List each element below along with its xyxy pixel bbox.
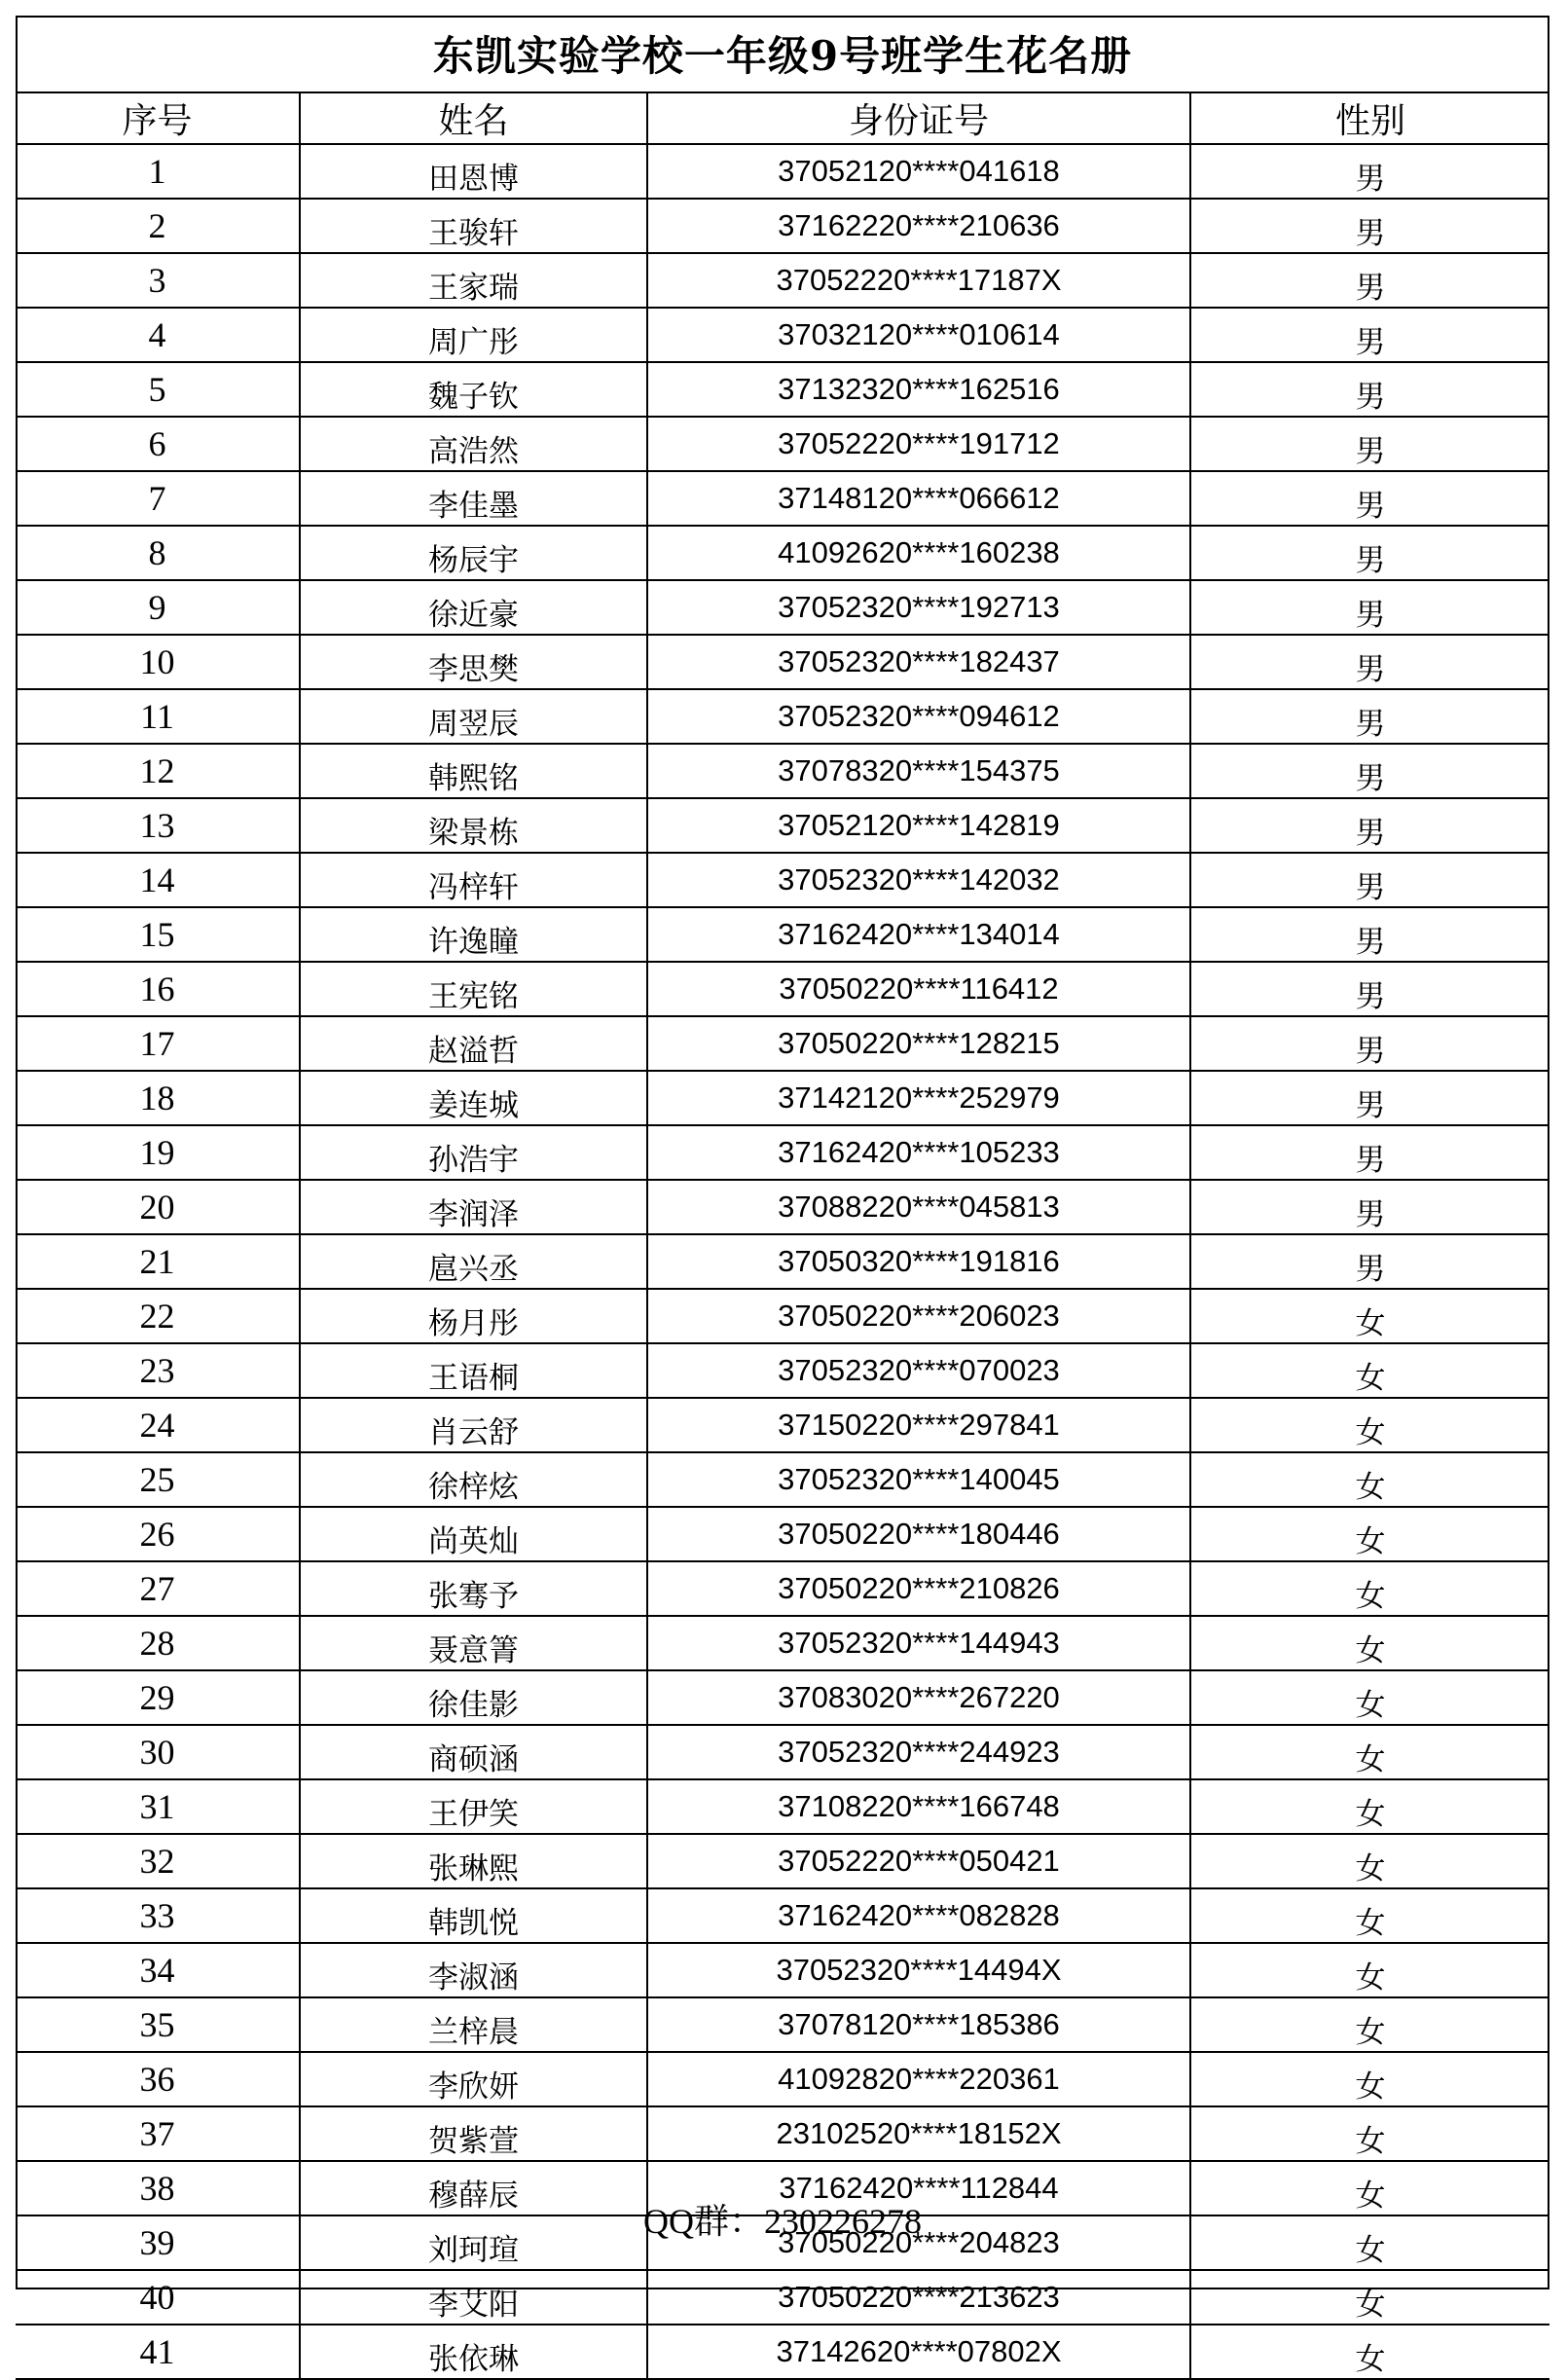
id-number-cell: 41092820****220361: [647, 2052, 1190, 2106]
serial-number-cell: 4: [16, 308, 300, 362]
student-name-cell: 王伊笑: [300, 1779, 647, 1834]
serial-number-cell: 3: [16, 253, 300, 308]
student-name-cell: 肖云舒: [300, 1398, 647, 1452]
student-name-cell: 聂意箐: [300, 1616, 647, 1670]
student-name-cell: 兰梓晨: [300, 1997, 647, 2052]
gender-cell: 女: [1190, 1943, 1549, 1997]
serial-number-cell: 22: [16, 1289, 300, 1343]
table-row: [16, 1888, 1549, 1943]
gender-cell: 男: [1190, 362, 1549, 417]
table-row: [16, 1234, 1549, 1289]
header-row: [16, 93, 1549, 144]
id-number-cell: 37052120****142819: [647, 798, 1190, 853]
gender-cell: 男: [1190, 962, 1549, 1016]
table-row: [16, 1180, 1549, 1234]
table-row: [16, 2052, 1549, 2106]
table-row: [16, 962, 1549, 1016]
id-number-cell: 37050220****116412: [647, 962, 1190, 1016]
gender-cell: 男: [1190, 144, 1549, 199]
gender-cell: 女: [1190, 2106, 1549, 2161]
id-number-cell: 37162420****082828: [647, 1888, 1190, 1943]
gender-cell: 女: [1190, 1507, 1549, 1561]
serial-number-cell: 24: [16, 1398, 300, 1452]
gender-cell: 男: [1190, 853, 1549, 907]
table-row: [16, 308, 1549, 362]
id-number-cell: 37052220****050421: [647, 1834, 1190, 1888]
gender-cell: 女: [1190, 2270, 1549, 2325]
table-row: [16, 1725, 1549, 1779]
student-name-cell: 李欣妍: [300, 2052, 647, 2106]
serial-number-cell: 35: [16, 1997, 300, 2052]
id-number-cell: 37078120****185386: [647, 1997, 1190, 2052]
id-number-cell: 37052320****144943: [647, 1616, 1190, 1670]
id-number-cell: 37052320****244923: [647, 1725, 1190, 1779]
serial-number-cell: 17: [16, 1016, 300, 1071]
id-number-cell: 37052320****094612: [647, 689, 1190, 744]
table-row: [16, 1016, 1549, 1071]
table-row: [16, 1125, 1549, 1180]
gender-cell: 女: [1190, 1670, 1549, 1725]
gender-cell: 男: [1190, 744, 1549, 798]
id-number-cell: 37162420****112844: [647, 2161, 1190, 2215]
id-number-cell: 37050220****213623: [647, 2270, 1190, 2325]
table-row: [16, 2325, 1549, 2379]
serial-number-cell: 5: [16, 362, 300, 417]
table-row: [16, 1561, 1549, 1616]
gender-cell: 男: [1190, 580, 1549, 635]
id-number-cell: 37050320****191816: [647, 1234, 1190, 1289]
gender-cell: 女: [1190, 1452, 1549, 1507]
table-row: [16, 1616, 1549, 1670]
table-row: [16, 2270, 1549, 2325]
student-name-cell: 徐梓炫: [300, 1452, 647, 1507]
gender-cell: 男: [1190, 253, 1549, 308]
student-name-cell: 刘珂瑄: [300, 2215, 647, 2270]
serial-number-cell: 2: [16, 199, 300, 253]
table-row: [16, 907, 1549, 962]
id-number-cell: 37083020****267220: [647, 1670, 1190, 1725]
student-name-cell: 徐近豪: [300, 580, 647, 635]
table-row: [16, 580, 1549, 635]
gender-cell: 女: [1190, 1398, 1549, 1452]
table-row: [16, 1779, 1549, 1834]
table-row: [16, 471, 1549, 526]
serial-number-cell: 32: [16, 1834, 300, 1888]
student-name-cell: 张琳熙: [300, 1834, 647, 1888]
student-name-cell: 周广彤: [300, 308, 647, 362]
serial-number-cell: 27: [16, 1561, 300, 1616]
gender-cell: 男: [1190, 1071, 1549, 1125]
student-name-cell: 梁景栋: [300, 798, 647, 853]
table-row: [16, 144, 1549, 199]
student-name-cell: 李润泽: [300, 1180, 647, 1234]
table-row: [16, 635, 1549, 689]
serial-number-cell: 9: [16, 580, 300, 635]
id-number-cell: 37148120****066612: [647, 471, 1190, 526]
id-number-cell: 37052320****182437: [647, 635, 1190, 689]
student-name-cell: 赵溢哲: [300, 1016, 647, 1071]
table-row: [16, 1343, 1549, 1398]
serial-number-cell: 12: [16, 744, 300, 798]
gender-cell: 男: [1190, 308, 1549, 362]
gender-cell: 女: [1190, 1779, 1549, 1834]
gender-cell: 男: [1190, 1125, 1549, 1180]
student-name-cell: 王宪铭: [300, 962, 647, 1016]
table-row: [16, 362, 1549, 417]
column-header-name: 姓名: [300, 93, 647, 144]
student-name-cell: 冯梓轩: [300, 853, 647, 907]
serial-number-cell: 20: [16, 1180, 300, 1234]
gender-cell: 男: [1190, 526, 1549, 580]
student-name-cell: 李淑涵: [300, 1943, 647, 1997]
serial-number-cell: 29: [16, 1670, 300, 1725]
id-number-cell: 37052320****070023: [647, 1343, 1190, 1398]
serial-number-cell: 30: [16, 1725, 300, 1779]
gender-cell: 男: [1190, 1234, 1549, 1289]
gender-cell: 男: [1190, 907, 1549, 962]
id-number-cell: 37078320****154375: [647, 744, 1190, 798]
gender-cell: 男: [1190, 417, 1549, 471]
serial-number-cell: 10: [16, 635, 300, 689]
gender-cell: 女: [1190, 1343, 1549, 1398]
id-number-cell: 37162420****105233: [647, 1125, 1190, 1180]
id-number-cell: 37050220****206023: [647, 1289, 1190, 1343]
gender-cell: 女: [1190, 1289, 1549, 1343]
table-row: [16, 1834, 1549, 1888]
serial-number-cell: 41: [16, 2325, 300, 2379]
column-header-serial: 序号: [16, 93, 300, 144]
student-name-cell: 杨月彤: [300, 1289, 647, 1343]
student-name-cell: 姜连城: [300, 1071, 647, 1125]
table-row: [16, 1398, 1549, 1452]
student-name-cell: 李思樊: [300, 635, 647, 689]
table-row: [16, 417, 1549, 471]
table-row: [16, 689, 1549, 744]
id-number-cell: 37162420****134014: [647, 907, 1190, 962]
serial-number-cell: 28: [16, 1616, 300, 1670]
student-name-cell: 商硕涵: [300, 1725, 647, 1779]
table-row: [16, 199, 1549, 253]
student-name-cell: 许逸瞳: [300, 907, 647, 962]
serial-number-cell: 37: [16, 2106, 300, 2161]
id-number-cell: 37088220****045813: [647, 1180, 1190, 1234]
gender-cell: 男: [1190, 1180, 1549, 1234]
id-number-cell: 37162220****210636: [647, 199, 1190, 253]
serial-number-cell: 14: [16, 853, 300, 907]
serial-number-cell: 40: [16, 2270, 300, 2325]
table-row: [16, 1071, 1549, 1125]
student-name-cell: 田恩博: [300, 144, 647, 199]
student-name-cell: 张依琳: [300, 2325, 647, 2379]
serial-number-cell: 39: [16, 2215, 300, 2270]
student-name-cell: 孙浩宇: [300, 1125, 647, 1180]
id-number-cell: 37052120****041618: [647, 144, 1190, 199]
id-number-cell: 37142620****07802X: [647, 2325, 1190, 2379]
gender-cell: 女: [1190, 2161, 1549, 2215]
id-number-cell: 37142120****252979: [647, 1071, 1190, 1125]
student-name-cell: 扈兴丞: [300, 1234, 647, 1289]
page-title: 东凯实验学校一年级9号班学生花名册: [16, 16, 1549, 93]
gender-cell: 女: [1190, 2052, 1549, 2106]
id-number-cell: 37052220****191712: [647, 417, 1190, 471]
id-number-cell: 37050220****210826: [647, 1561, 1190, 1616]
table-row: [16, 253, 1549, 308]
table-row: [16, 526, 1549, 580]
serial-number-cell: 34: [16, 1943, 300, 1997]
serial-number-cell: 38: [16, 2161, 300, 2215]
gender-cell: 女: [1190, 1616, 1549, 1670]
gender-cell: 女: [1190, 1888, 1549, 1943]
student-name-cell: 贺紫萱: [300, 2106, 647, 2161]
id-number-cell: 37052320****140045: [647, 1452, 1190, 1507]
table-row: [16, 1289, 1549, 1343]
gender-cell: 男: [1190, 471, 1549, 526]
gender-cell: 女: [1190, 1834, 1549, 1888]
student-name-cell: 王家瑞: [300, 253, 647, 308]
student-name-cell: 高浩然: [300, 417, 647, 471]
id-number-cell: 23102520****18152X: [647, 2106, 1190, 2161]
serial-number-cell: 18: [16, 1071, 300, 1125]
serial-number-cell: 13: [16, 798, 300, 853]
student-name-cell: 尚英灿: [300, 1507, 647, 1561]
gender-cell: 男: [1190, 635, 1549, 689]
table-row: [16, 744, 1549, 798]
gender-cell: 女: [1190, 1561, 1549, 1616]
gender-cell: 女: [1190, 2215, 1549, 2270]
student-name-cell: 李艾阳: [300, 2270, 647, 2325]
student-name-cell: 魏子钦: [300, 362, 647, 417]
serial-number-cell: 11: [16, 689, 300, 744]
table-row: [16, 2106, 1549, 2161]
serial-number-cell: 15: [16, 907, 300, 962]
serial-number-cell: 33: [16, 1888, 300, 1943]
serial-number-cell: 6: [16, 417, 300, 471]
table-row: [16, 1507, 1549, 1561]
id-number-cell: 37050220****180446: [647, 1507, 1190, 1561]
id-number-cell: 37032120****010614: [647, 308, 1190, 362]
id-number-cell: 37108220****166748: [647, 1779, 1190, 1834]
serial-number-cell: 25: [16, 1452, 300, 1507]
table-row: [16, 1943, 1549, 1997]
gender-cell: 男: [1190, 689, 1549, 744]
column-header-gender: 性别: [1190, 93, 1549, 144]
id-number-cell: 37052320****142032: [647, 853, 1190, 907]
student-name-cell: 韩凯悦: [300, 1888, 647, 1943]
id-number-cell: 37052220****17187X: [647, 253, 1190, 308]
id-number-cell: 37052320****192713: [647, 580, 1190, 635]
gender-cell: 男: [1190, 199, 1549, 253]
serial-number-cell: 19: [16, 1125, 300, 1180]
student-name-cell: 周翌辰: [300, 689, 647, 744]
id-number-cell: 37132320****162516: [647, 362, 1190, 417]
serial-number-cell: 26: [16, 1507, 300, 1561]
student-name-cell: 王骏轩: [300, 199, 647, 253]
id-number-cell: 37050220****128215: [647, 1016, 1190, 1071]
table-row: [16, 1670, 1549, 1725]
id-number-cell: 41092620****160238: [647, 526, 1190, 580]
serial-number-cell: 36: [16, 2052, 300, 2106]
serial-number-cell: 31: [16, 1779, 300, 1834]
student-roster-table: [16, 93, 1549, 2380]
id-number-cell: 37150220****297841: [647, 1398, 1190, 1452]
serial-number-cell: 7: [16, 471, 300, 526]
table-row: [16, 798, 1549, 853]
student-name-cell: 李佳墨: [300, 471, 647, 526]
gender-cell: 男: [1190, 1016, 1549, 1071]
serial-number-cell: 21: [16, 1234, 300, 1289]
id-number-cell: 37052320****14494X: [647, 1943, 1190, 1997]
student-name-cell: 王语桐: [300, 1343, 647, 1398]
student-name-cell: 杨辰宇: [300, 526, 647, 580]
student-name-cell: 张骞予: [300, 1561, 647, 1616]
gender-cell: 女: [1190, 1997, 1549, 2052]
student-name-cell: 徐佳影: [300, 1670, 647, 1725]
table-row: [16, 1452, 1549, 1507]
gender-cell: 女: [1190, 2325, 1549, 2379]
student-name-cell: 穆薛辰: [300, 2161, 647, 2215]
table-row: [16, 853, 1549, 907]
serial-number-cell: 8: [16, 526, 300, 580]
serial-number-cell: 1: [16, 144, 300, 199]
id-number-cell: 37050220****204823: [647, 2215, 1190, 2270]
serial-number-cell: 23: [16, 1343, 300, 1398]
serial-number-cell: 16: [16, 962, 300, 1016]
qq-group-footer: QQ群：230226278: [643, 2201, 922, 2241]
gender-cell: 女: [1190, 1725, 1549, 1779]
column-header-id-number: 身份证号: [647, 93, 1190, 144]
student-name-cell: 韩熙铭: [300, 744, 647, 798]
gender-cell: 男: [1190, 798, 1549, 853]
table-row: [16, 1997, 1549, 2052]
